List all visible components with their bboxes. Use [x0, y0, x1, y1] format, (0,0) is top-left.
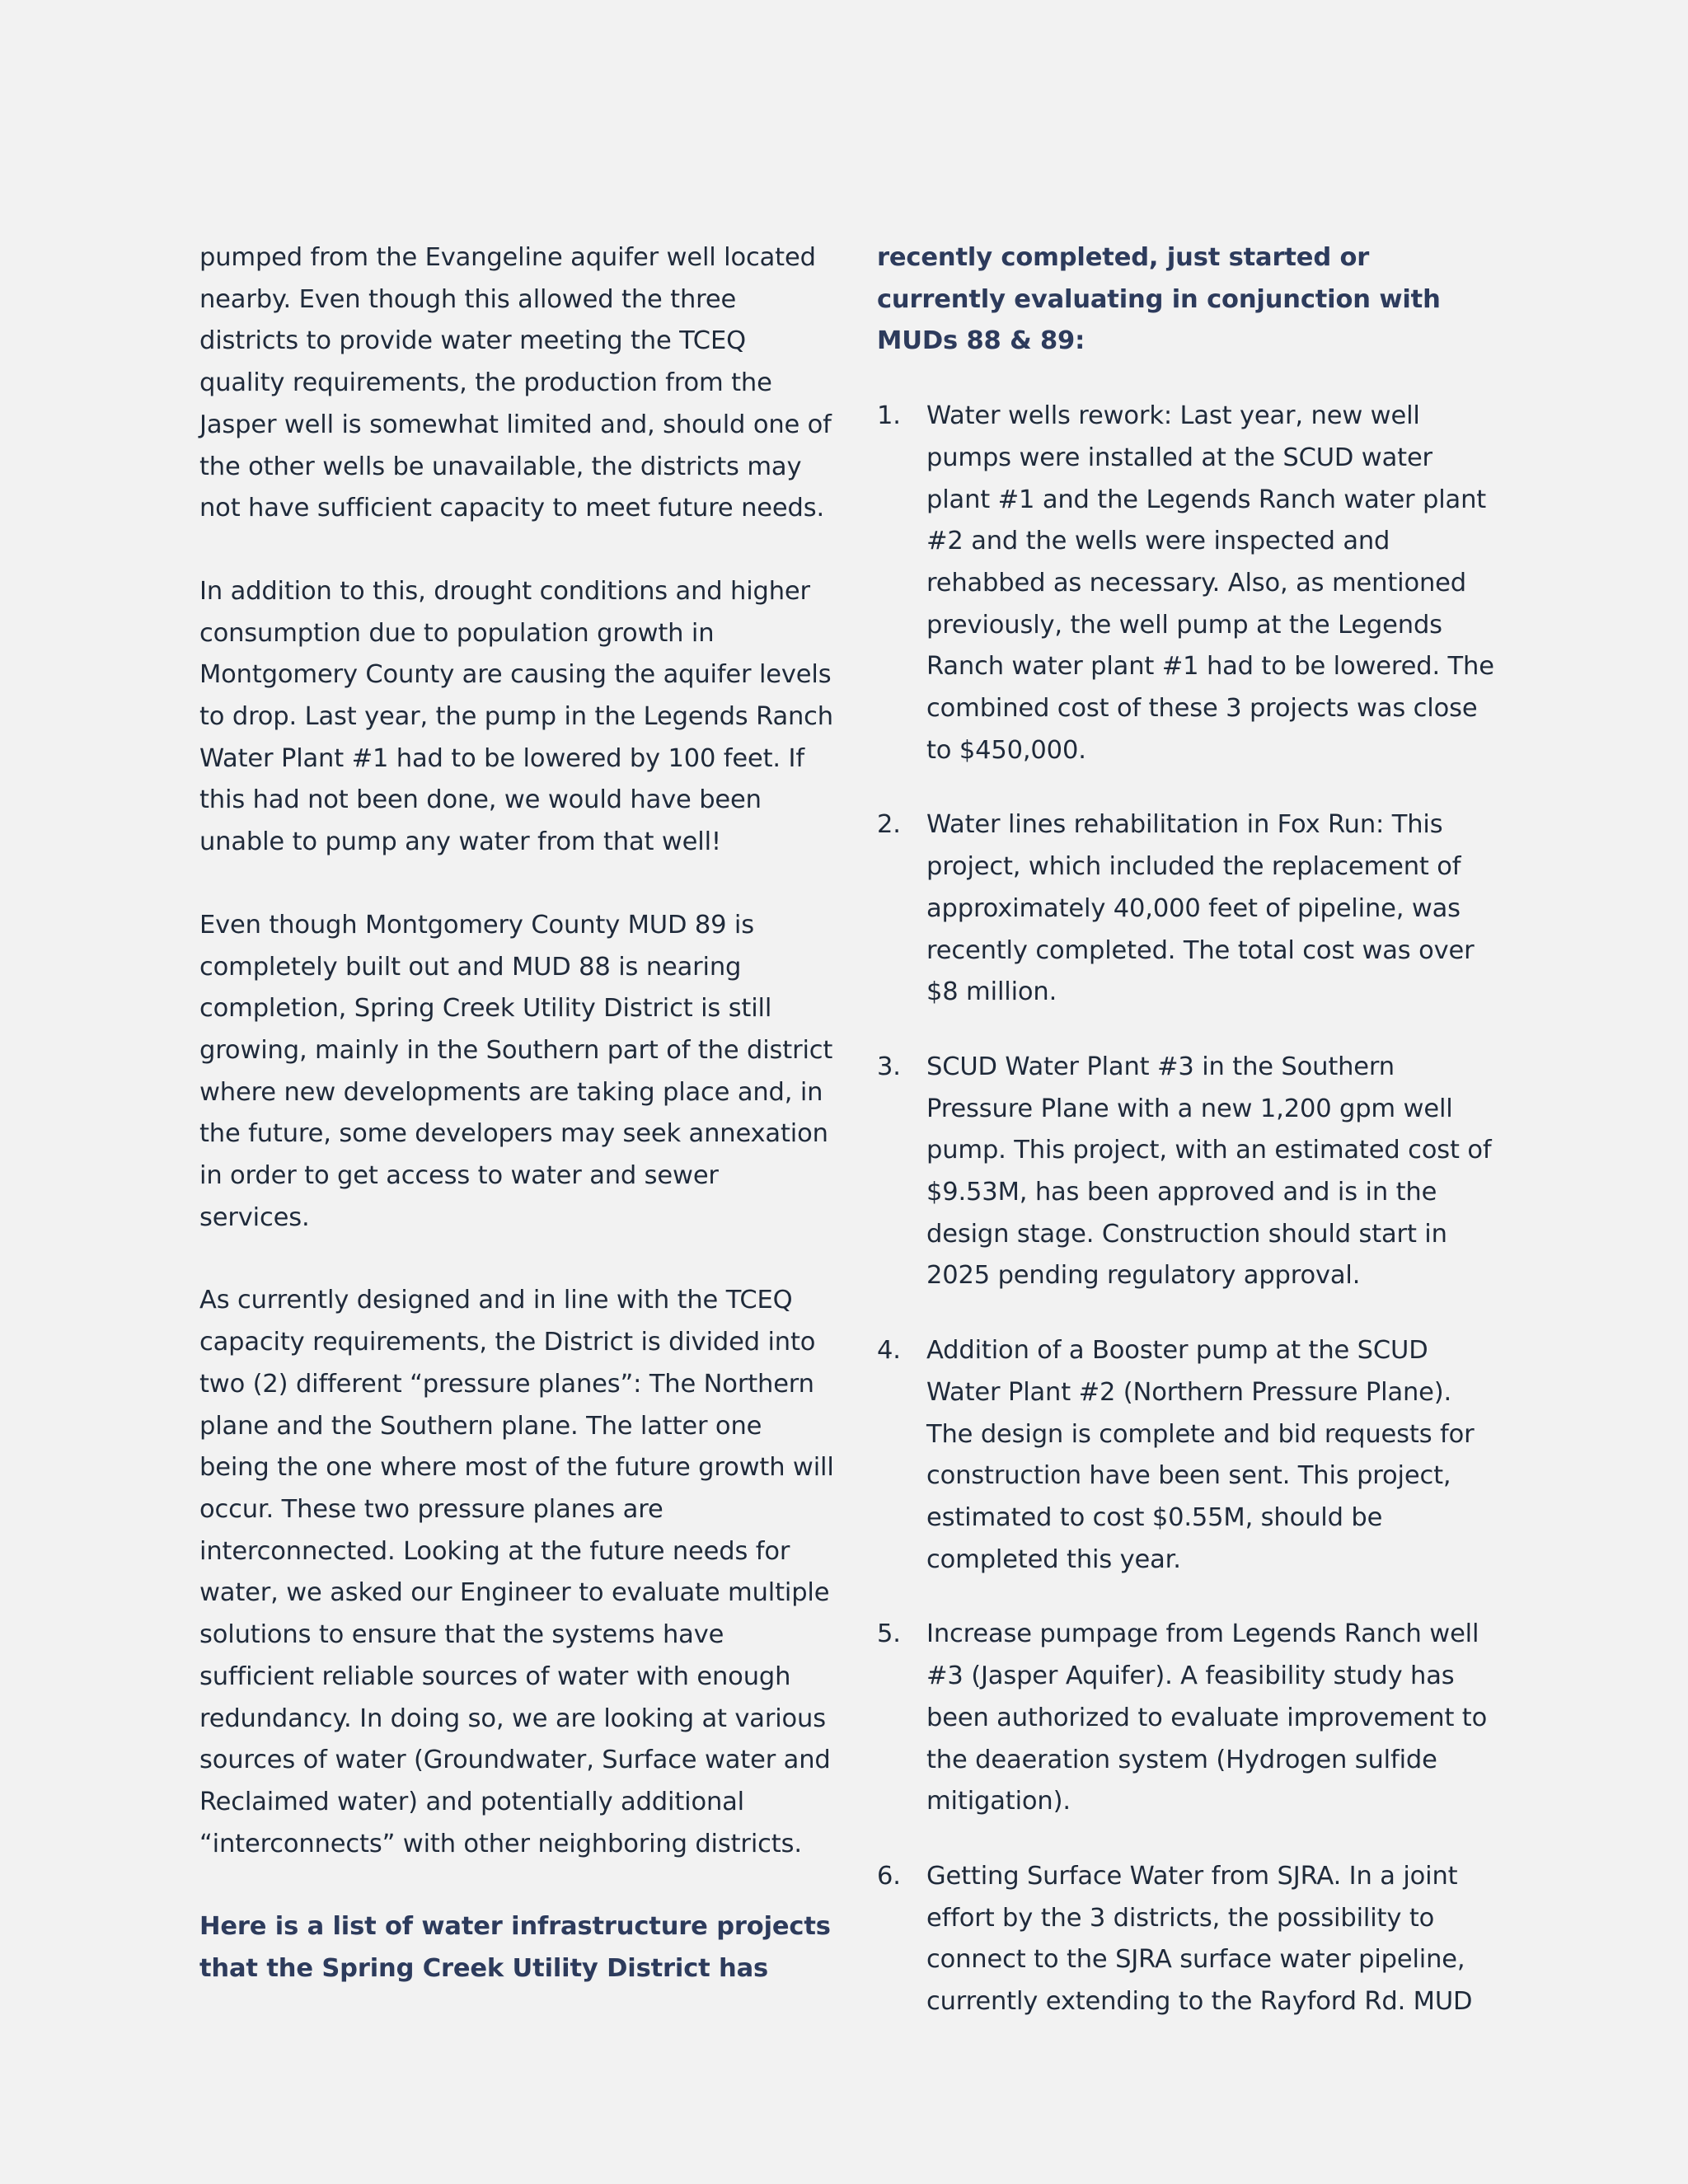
list-item: [877, 1330, 1503, 1581]
list-item-text: Increase pumpage from Legends Ranch well #3 (Jasper Aquifer). A feasibility study has been authorized to evaluate improvement to the deaeration system (Hydrogen sulfide mitigation).: [926, 1619, 1488, 1816]
list-item: [877, 1856, 1503, 2023]
list-item-text: SCUD Water Plant #3 in the Southern Pressure Plane with a new 1,200 gpm well pump. This project, with an estimated cost of $9.53M, has been approved and is in the design stage. Construction should start in 2025 pending regulatory approval.: [926, 1052, 1492, 1291]
list-item: [877, 1047, 1503, 1297]
right-column: [877, 237, 1503, 2056]
paragraph-aquifer-capacity: pumped from the Evangeline aquifer well located nearby. Even though this allowed the three districts to provide water meeting the TCEQ quality requirements, the production from the Jasper well is somewhat limited and, should one of the other wells be unavailable, the districts may not have sufficient capacity to meet future needs.: [199, 243, 832, 523]
list-item: [877, 1614, 1503, 1823]
list-item-text: Water lines rehabilitation in Fox Run: This project, which included the replacement of approximately 40,000 feet of pipeline, was recently completed. The total cost was over $8 million.: [926, 810, 1475, 1007]
list-item-number: 4.: [877, 1336, 901, 1366]
projects-intro-heading-continued: recently completed, just started or currently evaluating in conjunction with MUDs 88 & 89:: [877, 243, 1441, 356]
list-item-text: Addition of a Booster pump at the SCUD Water Plant #2 (Northern Pressure Plane). The design is complete and bid requests for construction have been sent. This project, estimated to cost $0.55M, should be completed this year.: [926, 1336, 1475, 1574]
projects-intro-heading: Here is a list of water infrastructure projects that the Spring Creek Utility District has: [199, 1912, 831, 1984]
paragraph-drought-conditions: In addition to this, drought conditions and higher consumption due to population growth in Montgomery County are causing the aquifer levels to drop. Last year, the pump in the Legends Ranch Water Plant #1 had to be lowered by 100 feet. If this had not been done, we would have been unable to pump any water from that well!: [199, 576, 833, 857]
list-item-text: Getting Surface Water from SJRA. In a joint effort by the 3 districts, the possibility to connect to the SJRA surface water pipeline, currently extending to the Rayford Rd. MUD: [926, 1861, 1473, 2017]
list-item-text: Water wells rework: Last year, new well pumps were installed at the SCUD water plant #1 and the Legends Ranch water plant #2 and the wells were inspected and rehabbed as necessary. Also, as mentioned previously, the well pump at the Legends Ranch water plant #1 had to be lowered. The combined cost of these 3 projects was close to $450,000.: [926, 401, 1494, 765]
list-item-number: 2.: [877, 810, 901, 840]
list-item-number: 5.: [877, 1619, 901, 1649]
paragraph-district-growth: Even though Montgomery County MUD 89 is completely built out and MUD 88 is nearing completion, Spring Creek Utility District is still growing, mainly in the Southern part of the district where new developments are taking place and, in the future, some developers may seek annexation in order to get access to water and sewer services.: [199, 910, 833, 1232]
list-item-number: 6.: [877, 1861, 901, 1891]
paragraph-pressure-planes: As currently designed and in line with the TCEQ capacity requirements, the District is divided into two (2) different “pressure planes”: The Northern plane and the Southern plane. The latter one being the one where most of the future growth will occur. These two pressure planes are interconnected. Looking at the future needs for water, we asked our Engineer to evaluate multiple solutions to ensure that the systems have sufficient reliable sources of water with enough redundancy. In doing so, we are looking at various sources of water (Groundwater, Surface water and Reclaimed water) and potentially additional “interconnects” with other neighboring districts.: [199, 1286, 834, 1858]
left-column: [199, 237, 834, 2032]
list-item-number: 1.: [877, 401, 901, 431]
list-item: [877, 396, 1503, 771]
list-item: [877, 804, 1503, 1014]
projects-list: [877, 396, 1503, 2023]
list-item-number: 3.: [877, 1052, 901, 1081]
